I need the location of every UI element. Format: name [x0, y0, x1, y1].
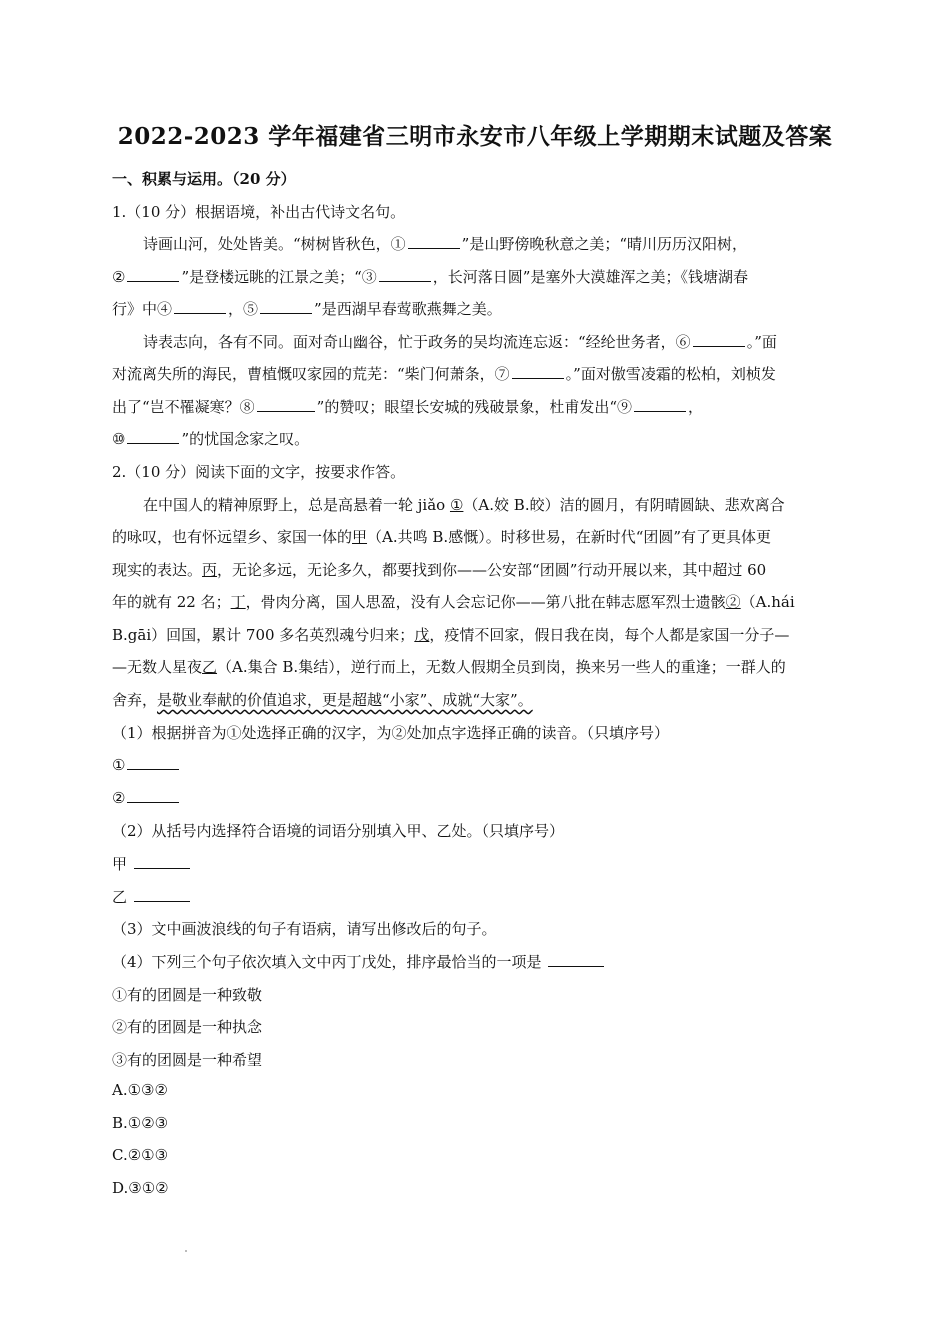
- answer-blank-2[interactable]: [127, 267, 179, 282]
- q2-para-line4: 年的就有 22 名；丁，骨肉分离，国人思盈，没有人会忘记你——第八批在韩志愿军烈士遗骸②（A.hái: [112, 593, 795, 611]
- answer-blank-3[interactable]: [379, 267, 431, 282]
- answer-blank-1[interactable]: [408, 234, 460, 249]
- mark-wu: 戊: [414, 626, 430, 644]
- sub-question-2: （2）从括号内选择符合语境的词语分别填入甲、乙处。（只填序号）: [112, 822, 565, 840]
- answer-blank-4[interactable]: [174, 299, 226, 314]
- q1-para2-line2: 对流离失所的海民，曹植慨叹家园的荒芜：“柴门何萧条，⑦ 。”面对傲雪凌霜的松柏，刘桢发: [112, 365, 776, 383]
- answer-blank-8[interactable]: [257, 397, 315, 412]
- sub1-answer-b: ②: [112, 788, 181, 807]
- mark-bing: 丙: [202, 561, 218, 579]
- q1-para2-line4: ⑩ ”的忧国念家之叹。: [112, 430, 310, 448]
- answer-blank-5[interactable]: [260, 299, 312, 314]
- sentence-1: ①有的团圆是一种致敬: [112, 986, 263, 1004]
- mark-ding: 丁: [230, 593, 246, 611]
- q1-para1-line1: 诗画山河，处处皆美。“树树皆秋色，① ”是山野傍晚秋意之美；“晴川历历汉阳树，: [143, 235, 748, 253]
- option-a[interactable]: A.①③②: [112, 1081, 168, 1099]
- q2-para-line5: B.gāi）回国，累计 700 多名英烈魂兮归来；戊，疫情不回家，假日我在岗，每个人都是家国一分子—: [112, 626, 790, 644]
- sub2-blank-jia[interactable]: [134, 854, 190, 869]
- sub4-blank[interactable]: [548, 952, 604, 967]
- sub2-blank-yi[interactable]: [134, 887, 190, 902]
- q1-para2-line3: 出了“岂不罹凝寒？⑧ ”的赞叹；眼望长安城的残破景象，杜甫发出“⑨ ，: [112, 398, 704, 416]
- option-b[interactable]: B.①②③: [112, 1114, 169, 1132]
- sub1-blank-a[interactable]: [127, 755, 179, 770]
- question-2-heading: 2.（10 分）阅读下面的文字，按要求作答。: [112, 463, 406, 481]
- sub2-answer-jia: 甲: [112, 853, 192, 874]
- q1-para2-line1: 诗表志向，各有不同。面对奇山幽谷，忙于政务的吴均流连忘返：“经纶世务者，⑥ 。”面: [143, 333, 777, 351]
- q2-para-line2: 的咏叹，也有怀远望乡、家国一体的甲（A.共鸣 B.感慨）。时移世易，在新时代“团圆”有了更具体更: [112, 528, 772, 546]
- section-heading: 一、积累与运用。（20 分）: [112, 170, 296, 188]
- option-d[interactable]: D.③①②: [112, 1179, 169, 1197]
- sentence-3: ③有的团圆是一种希望: [112, 1051, 263, 1069]
- q2-para-line6: —无数人星夜乙（A.集合 B.集结），逆行而上，无数人假期全员到岗，换来另一些人的重逢；一群人的: [112, 658, 786, 676]
- sub2-answer-yi: 乙: [112, 886, 192, 907]
- wavy-sentence: 是敬业奉献的价值追求，更是超越“小家”、成就“大家”。: [157, 691, 533, 709]
- mark-1: ①: [449, 496, 464, 514]
- answer-blank-9[interactable]: [634, 397, 686, 412]
- option-c[interactable]: C.②①③: [112, 1146, 169, 1164]
- sub-question-1: （1）根据拼音为①处选择正确的汉字，为②处加点字选择正确的读音。（只填序号）: [112, 724, 670, 742]
- answer-blank-6[interactable]: [693, 332, 745, 347]
- question-1-heading: 1.（10 分）根据语境，补出古代诗文名句。: [112, 203, 406, 221]
- page-mark: [185, 1250, 187, 1252]
- mark-jia: 甲: [352, 528, 368, 546]
- mark-2: ②: [725, 593, 741, 611]
- page-title: 2022-2023 学年福建省三明市永安市八年级上学期期末试题及答案: [117, 123, 833, 150]
- sub-question-4: （4）下列三个句子依次填入文中丙丁戊处，排序最恰当的一项是: [112, 951, 606, 972]
- sub1-answer-a: ①: [112, 755, 181, 774]
- q1-para1-line3: 行》中④ ，⑤ ”是西湖早春莺歌燕舞之美。: [112, 300, 502, 318]
- q1-para1-line2: ② ”是登楼远眺的江景之美；“③ ，长河落日圆”是塞外大漠雄浑之美；《钱塘湖春: [112, 268, 748, 286]
- sentence-2: ②有的团圆是一种执念: [112, 1018, 263, 1036]
- q2-para-line1: 在中国人的精神原野上，总是高悬着一轮 jiǎo ①（A.姣 B.皎）洁的圆月，有阴晴圆缺、悲欢离合: [143, 496, 785, 514]
- q2-para-line3: 现实的表达。丙，无论多远，无论多久，都要找到你——公安部“团圆”行动开展以来，其中超过 60: [112, 561, 767, 579]
- q2-para-line7: 舍弃，是敬业奉献的价值追求，更是超越“小家”、成就“大家”。: [112, 691, 533, 709]
- mark-yi: 乙: [202, 658, 218, 676]
- sub1-blank-b[interactable]: [127, 788, 179, 803]
- answer-blank-10[interactable]: [127, 429, 179, 444]
- sub-question-3: （3）文中画波浪线的句子有语病，请写出修改后的句子。: [112, 920, 497, 938]
- answer-blank-7[interactable]: [512, 364, 564, 379]
